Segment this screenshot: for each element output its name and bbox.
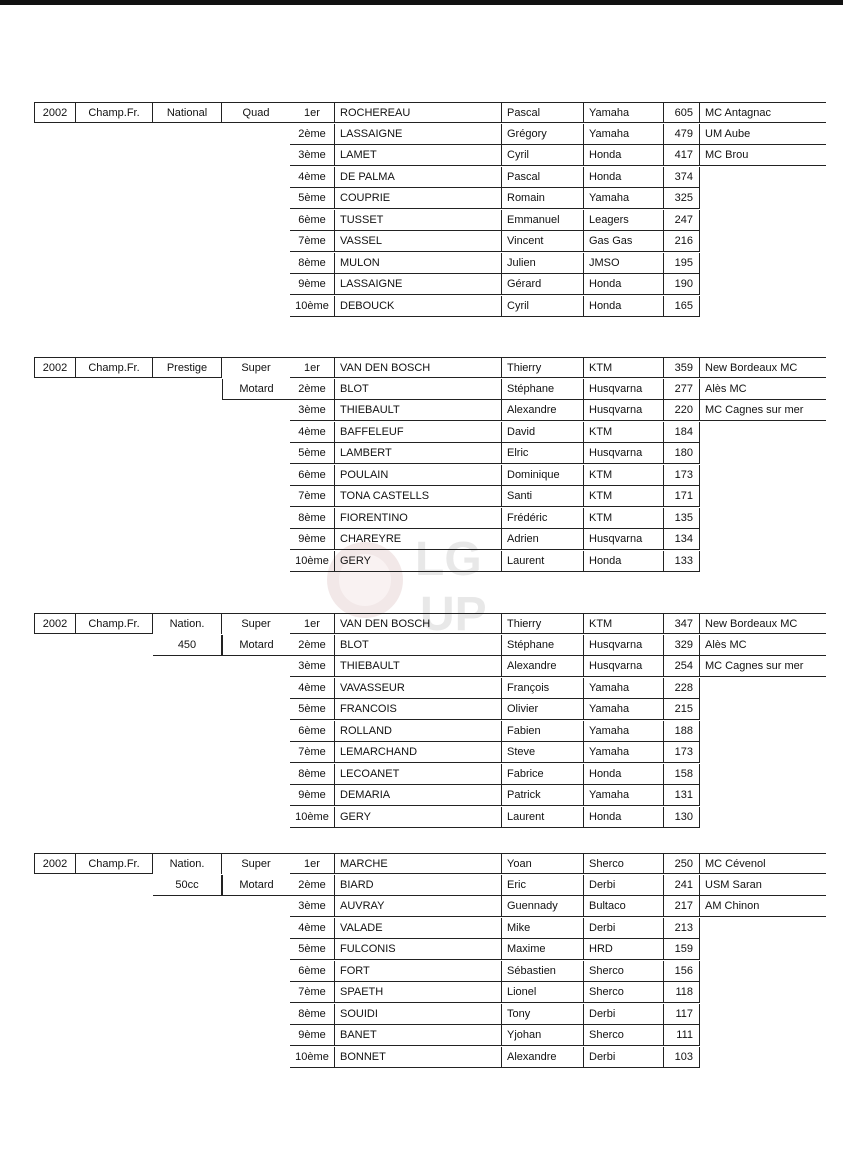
points-cell: 220	[664, 400, 700, 421]
first-name-cell: Maxime	[502, 939, 584, 960]
last-name-cell: VAN DEN BOSCH	[334, 613, 502, 634]
category-cell-line2: 450	[153, 635, 222, 656]
last-name-cell: TUSSET	[334, 210, 502, 231]
place-cell: 9ème	[290, 1025, 334, 1046]
first-name-cell: Sébastien	[502, 961, 584, 982]
place-cell: 2ème	[290, 875, 334, 896]
points-cell: 184	[664, 422, 700, 443]
table-row	[0, 635, 843, 656]
club-cell: Alès MC	[700, 379, 826, 400]
place-cell: 6ème	[290, 210, 334, 231]
make-cell: Gas Gas	[584, 231, 664, 252]
place-cell: 2ème	[290, 635, 334, 656]
table-row	[0, 167, 843, 188]
points-cell: 130	[664, 807, 700, 828]
make-cell: Yamaha	[584, 102, 664, 123]
place-cell: 1er	[290, 357, 334, 378]
year-cell: 2002	[34, 853, 76, 874]
last-name-cell: GERY	[334, 807, 502, 828]
points-cell: 213	[664, 918, 700, 939]
make-cell: KTM	[584, 422, 664, 443]
table-row	[0, 982, 843, 1003]
points-cell: 329	[664, 635, 700, 656]
year-cell: 2002	[34, 357, 76, 378]
table-row	[0, 875, 843, 896]
club-cell: New Bordeaux MC	[700, 357, 826, 378]
place-cell: 5ème	[290, 699, 334, 720]
first-name-cell: Elric	[502, 443, 584, 464]
make-cell: Honda	[584, 807, 664, 828]
place-cell: 3ème	[290, 656, 334, 677]
table-row	[0, 551, 843, 572]
last-name-cell: DE PALMA	[334, 167, 502, 188]
make-cell: Husqvarna	[584, 656, 664, 677]
first-name-cell: Thierry	[502, 613, 584, 634]
last-name-cell: BONNET	[334, 1047, 502, 1068]
table-row	[0, 102, 843, 123]
points-cell: 359	[664, 357, 700, 378]
make-cell: Husqvarna	[584, 443, 664, 464]
category-cell-line2: 50cc	[153, 875, 222, 896]
make-cell: Honda	[584, 145, 664, 166]
table-row	[0, 465, 843, 486]
first-name-cell: Guennady	[502, 896, 584, 917]
place-cell: 6ème	[290, 465, 334, 486]
place-cell: 6ème	[290, 961, 334, 982]
place-cell: 1er	[290, 853, 334, 874]
make-cell: Husqvarna	[584, 379, 664, 400]
class-cell: Super	[222, 613, 290, 634]
make-cell: Yamaha	[584, 678, 664, 699]
make-cell: Yamaha	[584, 188, 664, 209]
first-name-cell: Thierry	[502, 357, 584, 378]
club-cell: MC Brou	[700, 145, 826, 166]
last-name-cell: VALADE	[334, 918, 502, 939]
table-row	[0, 896, 843, 917]
make-cell: Honda	[584, 764, 664, 785]
class-cell: Super	[222, 357, 290, 378]
make-cell: Yamaha	[584, 742, 664, 763]
championship-cell: Champ.Fr.	[76, 853, 153, 874]
class-cell: Quad	[222, 102, 290, 123]
last-name-cell: MARCHE	[334, 853, 502, 874]
table-row	[0, 961, 843, 982]
first-name-cell: Fabrice	[502, 764, 584, 785]
points-cell: 165	[664, 296, 700, 317]
make-cell: HRD	[584, 939, 664, 960]
place-cell: 8ème	[290, 253, 334, 274]
first-name-cell: Eric	[502, 875, 584, 896]
points-cell: 228	[664, 678, 700, 699]
first-name-cell: Julien	[502, 253, 584, 274]
place-cell: 7ème	[290, 982, 334, 1003]
table-row	[0, 296, 843, 317]
top-rule	[0, 0, 843, 5]
points-cell: 216	[664, 231, 700, 252]
table-row	[0, 145, 843, 166]
first-name-cell: Emmanuel	[502, 210, 584, 231]
first-name-cell: Alexandre	[502, 656, 584, 677]
place-cell: 5ème	[290, 939, 334, 960]
make-cell: Derbi	[584, 1004, 664, 1025]
table-row	[0, 422, 843, 443]
last-name-cell: DEBOUCK	[334, 296, 502, 317]
first-name-cell: Tony	[502, 1004, 584, 1025]
make-cell: Leagers	[584, 210, 664, 231]
make-cell: Husqvarna	[584, 400, 664, 421]
points-cell: 117	[664, 1004, 700, 1025]
points-cell: 277	[664, 379, 700, 400]
first-name-cell: Santi	[502, 486, 584, 507]
first-name-cell: Laurent	[502, 551, 584, 572]
place-cell: 10ème	[290, 551, 334, 572]
place-cell: 10ème	[290, 1047, 334, 1068]
table-row	[0, 253, 843, 274]
place-cell: 3ème	[290, 896, 334, 917]
points-cell: 247	[664, 210, 700, 231]
table-row	[0, 508, 843, 529]
last-name-cell: VAVASSEUR	[334, 678, 502, 699]
make-cell: Sherco	[584, 853, 664, 874]
last-name-cell: BLOT	[334, 635, 502, 656]
club-cell: New Bordeaux MC	[700, 613, 826, 634]
year-cell: 2002	[34, 613, 76, 634]
last-name-cell: FORT	[334, 961, 502, 982]
place-cell: 2ème	[290, 379, 334, 400]
table-row	[0, 400, 843, 421]
make-cell: Yamaha	[584, 699, 664, 720]
make-cell: Yamaha	[584, 785, 664, 806]
place-cell: 10ème	[290, 807, 334, 828]
last-name-cell: ROCHEREAU	[334, 102, 502, 123]
last-name-cell: CHAREYRE	[334, 529, 502, 550]
make-cell: Husqvarna	[584, 635, 664, 656]
points-cell: 254	[664, 656, 700, 677]
make-cell: Honda	[584, 274, 664, 295]
category-cell: Prestige	[153, 357, 222, 378]
first-name-cell: Adrien	[502, 529, 584, 550]
points-cell: 188	[664, 721, 700, 742]
points-cell: 217	[664, 896, 700, 917]
points-cell: 347	[664, 613, 700, 634]
last-name-cell: VAN DEN BOSCH	[334, 357, 502, 378]
points-cell: 195	[664, 253, 700, 274]
first-name-cell: David	[502, 422, 584, 443]
first-name-cell: Laurent	[502, 807, 584, 828]
make-cell: KTM	[584, 508, 664, 529]
last-name-cell: BLOT	[334, 379, 502, 400]
points-cell: 180	[664, 443, 700, 464]
place-cell: 4ème	[290, 918, 334, 939]
first-name-cell: Cyril	[502, 296, 584, 317]
table-row	[0, 853, 843, 874]
first-name-cell: Yjohan	[502, 1025, 584, 1046]
last-name-cell: FIORENTINO	[334, 508, 502, 529]
first-name-cell: Stéphane	[502, 635, 584, 656]
points-cell: 241	[664, 875, 700, 896]
first-name-cell: Romain	[502, 188, 584, 209]
category-cell: Nation.	[153, 613, 222, 634]
place-cell: 8ème	[290, 1004, 334, 1025]
club-cell: UM Aube	[700, 124, 826, 145]
first-name-cell: Alexandre	[502, 400, 584, 421]
points-cell: 156	[664, 961, 700, 982]
last-name-cell: COUPRIE	[334, 188, 502, 209]
club-cell: MC Antagnac	[700, 102, 826, 123]
points-cell: 134	[664, 529, 700, 550]
points-cell: 171	[664, 486, 700, 507]
make-cell: Husqvarna	[584, 529, 664, 550]
club-cell: USM Saran	[700, 875, 826, 896]
club-cell: MC Cévenol	[700, 853, 826, 874]
make-cell: KTM	[584, 357, 664, 378]
club-cell: MC Cagnes sur mer	[700, 656, 826, 677]
last-name-cell: FULCONIS	[334, 939, 502, 960]
make-cell: Honda	[584, 551, 664, 572]
points-cell: 374	[664, 167, 700, 188]
table-row	[0, 486, 843, 507]
table-row	[0, 807, 843, 828]
last-name-cell: BANET	[334, 1025, 502, 1046]
make-cell: Derbi	[584, 875, 664, 896]
points-cell: 605	[664, 102, 700, 123]
class-cell: Super	[222, 853, 290, 874]
last-name-cell: LASSAIGNE	[334, 124, 502, 145]
first-name-cell: Steve	[502, 742, 584, 763]
place-cell: 9ème	[290, 274, 334, 295]
table-row	[0, 529, 843, 550]
first-name-cell: Mike	[502, 918, 584, 939]
place-cell: 10ème	[290, 296, 334, 317]
class-cell-line2: Motard	[222, 379, 290, 400]
place-cell: 8ème	[290, 508, 334, 529]
last-name-cell: THIEBAULT	[334, 656, 502, 677]
first-name-cell: Olivier	[502, 699, 584, 720]
place-cell: 8ème	[290, 764, 334, 785]
points-cell: 173	[664, 742, 700, 763]
club-cell: MC Cagnes sur mer	[700, 400, 826, 421]
make-cell: Derbi	[584, 1047, 664, 1068]
first-name-cell: Vincent	[502, 231, 584, 252]
first-name-cell: Fabien	[502, 721, 584, 742]
table-row	[0, 764, 843, 785]
place-cell: 7ème	[290, 486, 334, 507]
last-name-cell: ROLLAND	[334, 721, 502, 742]
table-row	[0, 656, 843, 677]
make-cell: JMSO	[584, 253, 664, 274]
table-row	[0, 379, 843, 400]
make-cell: Honda	[584, 167, 664, 188]
place-cell: 5ème	[290, 443, 334, 464]
points-cell: 250	[664, 853, 700, 874]
table-row	[0, 357, 843, 378]
category-cell: National	[153, 102, 222, 123]
points-cell: 118	[664, 982, 700, 1003]
table-row	[0, 188, 843, 209]
table-row	[0, 785, 843, 806]
place-cell: 6ème	[290, 721, 334, 742]
last-name-cell: LAMBERT	[334, 443, 502, 464]
last-name-cell: AUVRAY	[334, 896, 502, 917]
place-cell: 3ème	[290, 400, 334, 421]
place-cell: 9ème	[290, 529, 334, 550]
place-cell: 7ème	[290, 231, 334, 252]
table-row	[0, 274, 843, 295]
table-row	[0, 231, 843, 252]
points-cell: 190	[664, 274, 700, 295]
place-cell: 5ème	[290, 188, 334, 209]
class-cell-line2: Motard	[222, 635, 290, 656]
place-cell: 2ème	[290, 124, 334, 145]
table-row	[0, 918, 843, 939]
svg-text:UP: UP	[420, 588, 487, 641]
championship-cell: Champ.Fr.	[76, 102, 153, 123]
club-cell: Alès MC	[700, 635, 826, 656]
points-cell: 158	[664, 764, 700, 785]
table-row	[0, 1004, 843, 1025]
make-cell: KTM	[584, 613, 664, 634]
table-row	[0, 1047, 843, 1068]
svg-text:LG: LG	[415, 533, 482, 586]
last-name-cell: TONA CASTELLS	[334, 486, 502, 507]
last-name-cell: BIARD	[334, 875, 502, 896]
points-cell: 133	[664, 551, 700, 572]
last-name-cell: LECOANET	[334, 764, 502, 785]
make-cell: Derbi	[584, 918, 664, 939]
last-name-cell: LEMARCHAND	[334, 742, 502, 763]
points-cell: 215	[664, 699, 700, 720]
last-name-cell: LASSAIGNE	[334, 274, 502, 295]
table-row	[0, 613, 843, 634]
make-cell: Bultaco	[584, 896, 664, 917]
category-cell: Nation.	[153, 853, 222, 874]
table-row	[0, 721, 843, 742]
place-cell: 7ème	[290, 742, 334, 763]
first-name-cell: Lionel	[502, 982, 584, 1003]
make-cell: Sherco	[584, 982, 664, 1003]
table-row	[0, 443, 843, 464]
make-cell: KTM	[584, 465, 664, 486]
last-name-cell: LAMET	[334, 145, 502, 166]
last-name-cell: GERY	[334, 551, 502, 572]
table-row	[0, 124, 843, 145]
first-name-cell: Dominique	[502, 465, 584, 486]
table-row	[0, 678, 843, 699]
points-cell: 103	[664, 1047, 700, 1068]
class-cell-line2: Motard	[222, 875, 290, 896]
year-cell: 2002	[34, 102, 76, 123]
table-row	[0, 939, 843, 960]
points-cell: 325	[664, 188, 700, 209]
make-cell: Yamaha	[584, 124, 664, 145]
points-cell: 417	[664, 145, 700, 166]
first-name-cell: Alexandre	[502, 1047, 584, 1068]
last-name-cell: SOUIDI	[334, 1004, 502, 1025]
table-row	[0, 742, 843, 763]
points-cell: 159	[664, 939, 700, 960]
last-name-cell: POULAIN	[334, 465, 502, 486]
club-cell: AM Chinon	[700, 896, 826, 917]
points-cell: 173	[664, 465, 700, 486]
points-cell: 479	[664, 124, 700, 145]
table-row	[0, 210, 843, 231]
last-name-cell: SPAETH	[334, 982, 502, 1003]
points-cell: 111	[664, 1025, 700, 1046]
place-cell: 1er	[290, 102, 334, 123]
make-cell: Honda	[584, 296, 664, 317]
first-name-cell: Grégory	[502, 124, 584, 145]
table-row	[0, 1025, 843, 1046]
first-name-cell: François	[502, 678, 584, 699]
first-name-cell: Pascal	[502, 102, 584, 123]
place-cell: 1er	[290, 613, 334, 634]
make-cell: Sherco	[584, 961, 664, 982]
last-name-cell: MULON	[334, 253, 502, 274]
place-cell: 3ème	[290, 145, 334, 166]
place-cell: 9ème	[290, 785, 334, 806]
first-name-cell: Frédéric	[502, 508, 584, 529]
make-cell: Yamaha	[584, 721, 664, 742]
place-cell: 4ème	[290, 167, 334, 188]
last-name-cell: BAFFELEUF	[334, 422, 502, 443]
first-name-cell: Yoan	[502, 853, 584, 874]
last-name-cell: THIEBAULT	[334, 400, 502, 421]
make-cell: Sherco	[584, 1025, 664, 1046]
points-cell: 131	[664, 785, 700, 806]
last-name-cell: VASSEL	[334, 231, 502, 252]
place-cell: 4ème	[290, 678, 334, 699]
place-cell: 4ème	[290, 422, 334, 443]
championship-cell: Champ.Fr.	[76, 613, 153, 634]
first-name-cell: Cyril	[502, 145, 584, 166]
first-name-cell: Patrick	[502, 785, 584, 806]
last-name-cell: FRANCOIS	[334, 699, 502, 720]
last-name-cell: DEMARIA	[334, 785, 502, 806]
first-name-cell: Pascal	[502, 167, 584, 188]
points-cell: 135	[664, 508, 700, 529]
first-name-cell: Stéphane	[502, 379, 584, 400]
table-row	[0, 699, 843, 720]
make-cell: KTM	[584, 486, 664, 507]
first-name-cell: Gérard	[502, 274, 584, 295]
championship-cell: Champ.Fr.	[76, 357, 153, 378]
